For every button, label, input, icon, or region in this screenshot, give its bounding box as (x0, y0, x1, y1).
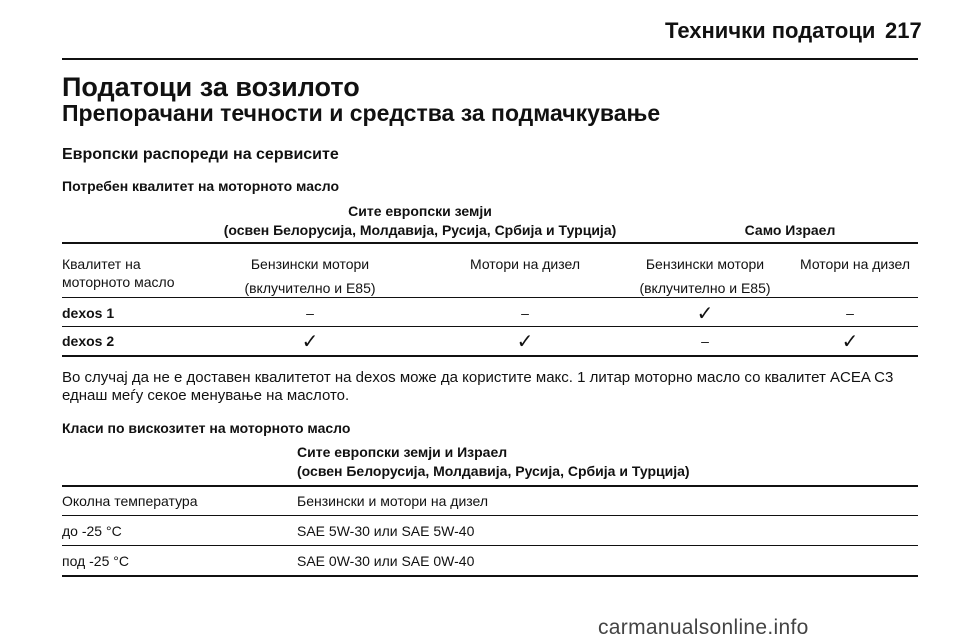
row-header-label-line1: Квалитет на (62, 256, 141, 272)
group1-header-line2: (освен Белорусија, Молдавија, Русија, Србија и Турција) (223, 222, 617, 238)
row-header-label-line2: моторното масло (62, 274, 175, 290)
table2-rule-row (62, 545, 918, 546)
cell-dash: – (701, 333, 709, 349)
table-row-temp: до -25 °C (62, 523, 122, 539)
col-diesel: Мотори на дизел (470, 256, 580, 272)
table-row-temp: под -25 °C (62, 553, 129, 569)
subheading-oil-quality: Потребен квалитет на моторното масло (62, 178, 340, 194)
check-icon: ✓ (301, 331, 319, 353)
header-rule (62, 58, 918, 60)
group-header-line2: (освен Белорусија, Молдавија, Русија, Србија и Турција) (297, 463, 690, 479)
table1-rule-top (62, 242, 918, 244)
table-row-value: SAE 0W-30 или SAE 0W-40 (297, 553, 475, 569)
table2-rule-bottom (62, 575, 918, 577)
table1-rule-bottom (62, 355, 918, 357)
table2-rule-top (62, 485, 918, 487)
running-header-title: Технички податоци (665, 18, 876, 43)
col-petrol-line1: Бензински мотори (250, 256, 370, 272)
group-header-line1: Сите европски земји и Израел (297, 444, 508, 460)
watermark: carmanualsonline.info (598, 616, 809, 639)
table-row-label: dexos 1 (62, 305, 115, 321)
section-title: Податоци за возилото (62, 72, 360, 102)
col-header-temperature: Околна температура (62, 493, 198, 509)
cell-dash: – (521, 305, 529, 321)
table-row-label: dexos 2 (62, 333, 115, 349)
table1-rule-row (62, 326, 918, 327)
table1-rule-header (62, 297, 918, 298)
note-paragraph: Во случај да не е доставен квалитетот на dexos може да користите макс. 1 литар моторно масло со квалитет ACEA C3 еднаш меѓу секое менување на маслото. (62, 369, 894, 404)
check-icon: ✓ (516, 331, 534, 353)
table-row-value: SAE 5W-30 или SAE 5W-40 (297, 523, 475, 539)
page-number: 217 (885, 18, 922, 43)
col-petrol-israel-line1: Бензински мотори (645, 256, 765, 272)
check-icon: ✓ (696, 303, 714, 325)
cell-dash: – (306, 305, 314, 321)
col-petrol-line2: (вклучително и E85) (244, 280, 376, 296)
col-diesel-israel: Мотори на дизел (800, 256, 910, 272)
group2-header: Само Израел (744, 222, 836, 238)
group1-header-line1: Сите европски земји (348, 203, 492, 219)
subheading-viscosity: Класи по вискозитет на моторното масло (62, 420, 351, 436)
subsection-title: Препорачани течности и средства за подмачкување (62, 100, 661, 126)
check-icon: ✓ (841, 331, 859, 353)
table2-rule-header (62, 515, 918, 516)
col-petrol-israel-line2: (вклучително и E85) (639, 280, 771, 296)
cell-dash: – (846, 305, 854, 321)
col-header-engines: Бензински и мотори на дизел (297, 493, 489, 509)
subheading-service: Европски распореди на сервисите (62, 146, 339, 163)
